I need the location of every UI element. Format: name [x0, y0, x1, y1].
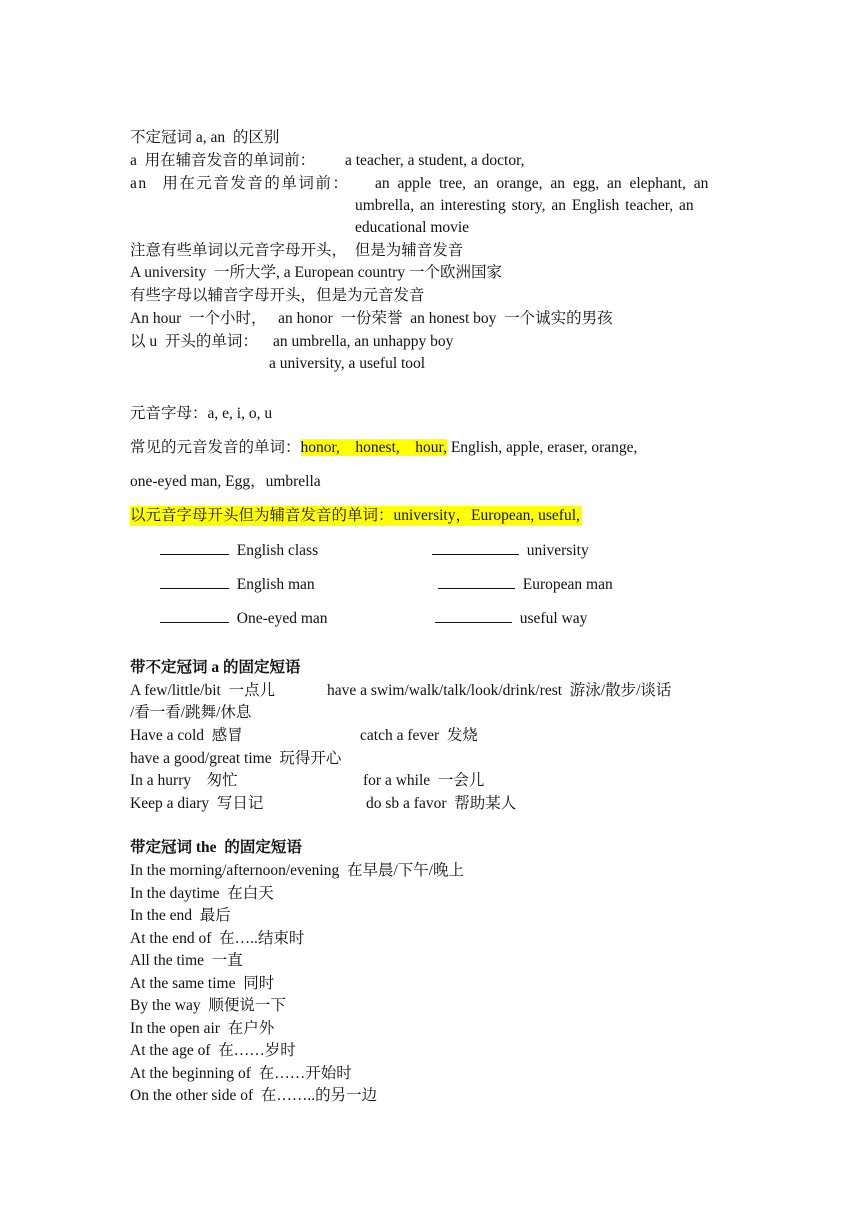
highlighted-vowel-words: honor, honest, hour, — [300, 439, 447, 456]
phrase-keep-a-diary: Keep a diary 写日记 — [130, 795, 264, 812]
phrase-item: At the beginning of 在……开始时 — [130, 1065, 352, 1082]
example-hour-honor-honest: An hour 一个小时， an honor 一份荣誉 an honest boy 一个诚实的男孩 — [130, 310, 613, 327]
answer-blank[interactable] — [438, 574, 515, 589]
phrase-do-sb-a-favor: do sb a favor 帮助某人 — [366, 795, 517, 812]
phrase-have-a-good-time: have a good/great time 玩得开心 — [130, 750, 342, 767]
common-vowel-words-rest: English, apple, eraser, orange, — [446, 439, 638, 456]
rule-an-examples-2: umbrella, an interesting story, an English teacher, an — [355, 197, 694, 214]
note-vowel-letters-consonant-sound: 注意有些单词以元音字母开头， 但是为辅音发音 — [130, 242, 464, 259]
answer-blank[interactable] — [432, 540, 519, 555]
note-consonant-letters-vowel-sound: 有些字母以辅音字母开头，但是为元音发音 — [130, 287, 425, 304]
exercise-word: English man — [236, 576, 315, 593]
heading-article: a — [211, 659, 224, 676]
phrase-item: At the end of 在…..结束时 — [130, 930, 305, 947]
highlighted-consonant-sound-words: 以元音字母开头但为辅音发音的单词：university，European, useful, — [130, 507, 580, 524]
u-words-examples-1: an umbrella, an unhappy boy — [273, 333, 454, 350]
phrase-have-a-swim: have a swim/walk/talk/look/drink/rest 游泳/散步/谈话 — [327, 682, 672, 699]
section-title-indefinite-articles: 不定冠词 a, an 的区别 — [130, 129, 280, 146]
phrase-for-a-while: for a while 一会儿 — [363, 772, 485, 789]
exercise-word: useful way — [519, 610, 588, 627]
phrase-item: By the way 顺便说一下 — [130, 997, 286, 1014]
answer-blank[interactable] — [160, 540, 229, 555]
phrase-item: At the age of 在……岁时 — [130, 1042, 296, 1059]
rule-an-label: an 用在元音发音的单词前： — [130, 175, 350, 192]
exercise-row-2-left — [160, 574, 315, 595]
phrase-item: On the other side of 在……..的另一边 — [130, 1087, 378, 1104]
phrase-in-a-hurry: In a hurry 匆忙 — [130, 772, 238, 789]
heading-part: 的固定短语 — [224, 839, 302, 856]
exercise-row-3-right — [435, 608, 587, 629]
u-words-examples-2: a university, a useful tool — [269, 355, 426, 372]
common-vowel-words-line-2: one-eyed man, Egg，umbrella — [130, 473, 321, 490]
heading-part: 带定冠词 — [130, 839, 196, 856]
exercise-word: English class — [236, 542, 319, 559]
phrase-item: In the daytime 在白天 — [130, 885, 274, 902]
exercise-row-3-left — [160, 608, 328, 629]
exercise-word: university — [526, 542, 589, 559]
common-vowel-words-line — [130, 438, 637, 458]
phrase-item: In the morning/afternoon/evening 在早晨/下午/晚上 — [130, 862, 465, 879]
phrase-item: In the open air 在户外 — [130, 1020, 275, 1037]
rule-a-label: a 用在辅音发音的单词前： — [130, 152, 316, 169]
vowel-letters-line: 元音字母：a, e, i, o, u — [130, 405, 273, 422]
answer-blank[interactable] — [435, 608, 512, 623]
answer-blank[interactable] — [160, 574, 229, 589]
heading-part: 的固定短语 — [223, 659, 301, 676]
exercise-word: European man — [522, 576, 613, 593]
phrase-item: In the end 最后 — [130, 907, 231, 924]
heading-article: the — [195, 839, 225, 856]
heading-part: 带不定冠词 — [130, 659, 212, 676]
exercise-word: One-eyed man — [236, 610, 328, 627]
rule-an-examples-3: educational movie — [355, 219, 470, 236]
phrase-have-a-cold: Have a cold 感冒 — [130, 727, 243, 744]
phrase-have-a-swim-continued: /看一看/跳舞/休息 — [130, 704, 252, 721]
phrase-item: All the time 一直 — [130, 952, 243, 969]
section-heading-definite-phrases — [130, 838, 302, 858]
phrase-a-few: A few/little/bit 一点儿 — [130, 682, 276, 699]
u-words-label: 以 u 开头的单词： — [130, 333, 258, 350]
exercise-row-2-right — [438, 574, 613, 595]
phrase-catch-a-fever: catch a fever 发烧 — [360, 727, 478, 744]
answer-blank[interactable] — [160, 608, 229, 623]
phrase-item: At the same time 同时 — [130, 975, 275, 992]
exercise-row-1-left — [160, 540, 318, 561]
exercise-row-1-right — [432, 540, 589, 561]
rule-a-examples: a teacher, a student, a doctor, — [345, 152, 525, 169]
rule-an-examples-1: an apple tree, an orange, an egg, an elephant, an — [375, 175, 709, 192]
common-vowel-words-label: 常见的元音发音的单词： — [130, 439, 301, 456]
section-heading-indefinite-phrases — [130, 658, 301, 678]
example-university-european: A university 一所大学, a European country 一个欧洲国家 — [130, 264, 502, 281]
